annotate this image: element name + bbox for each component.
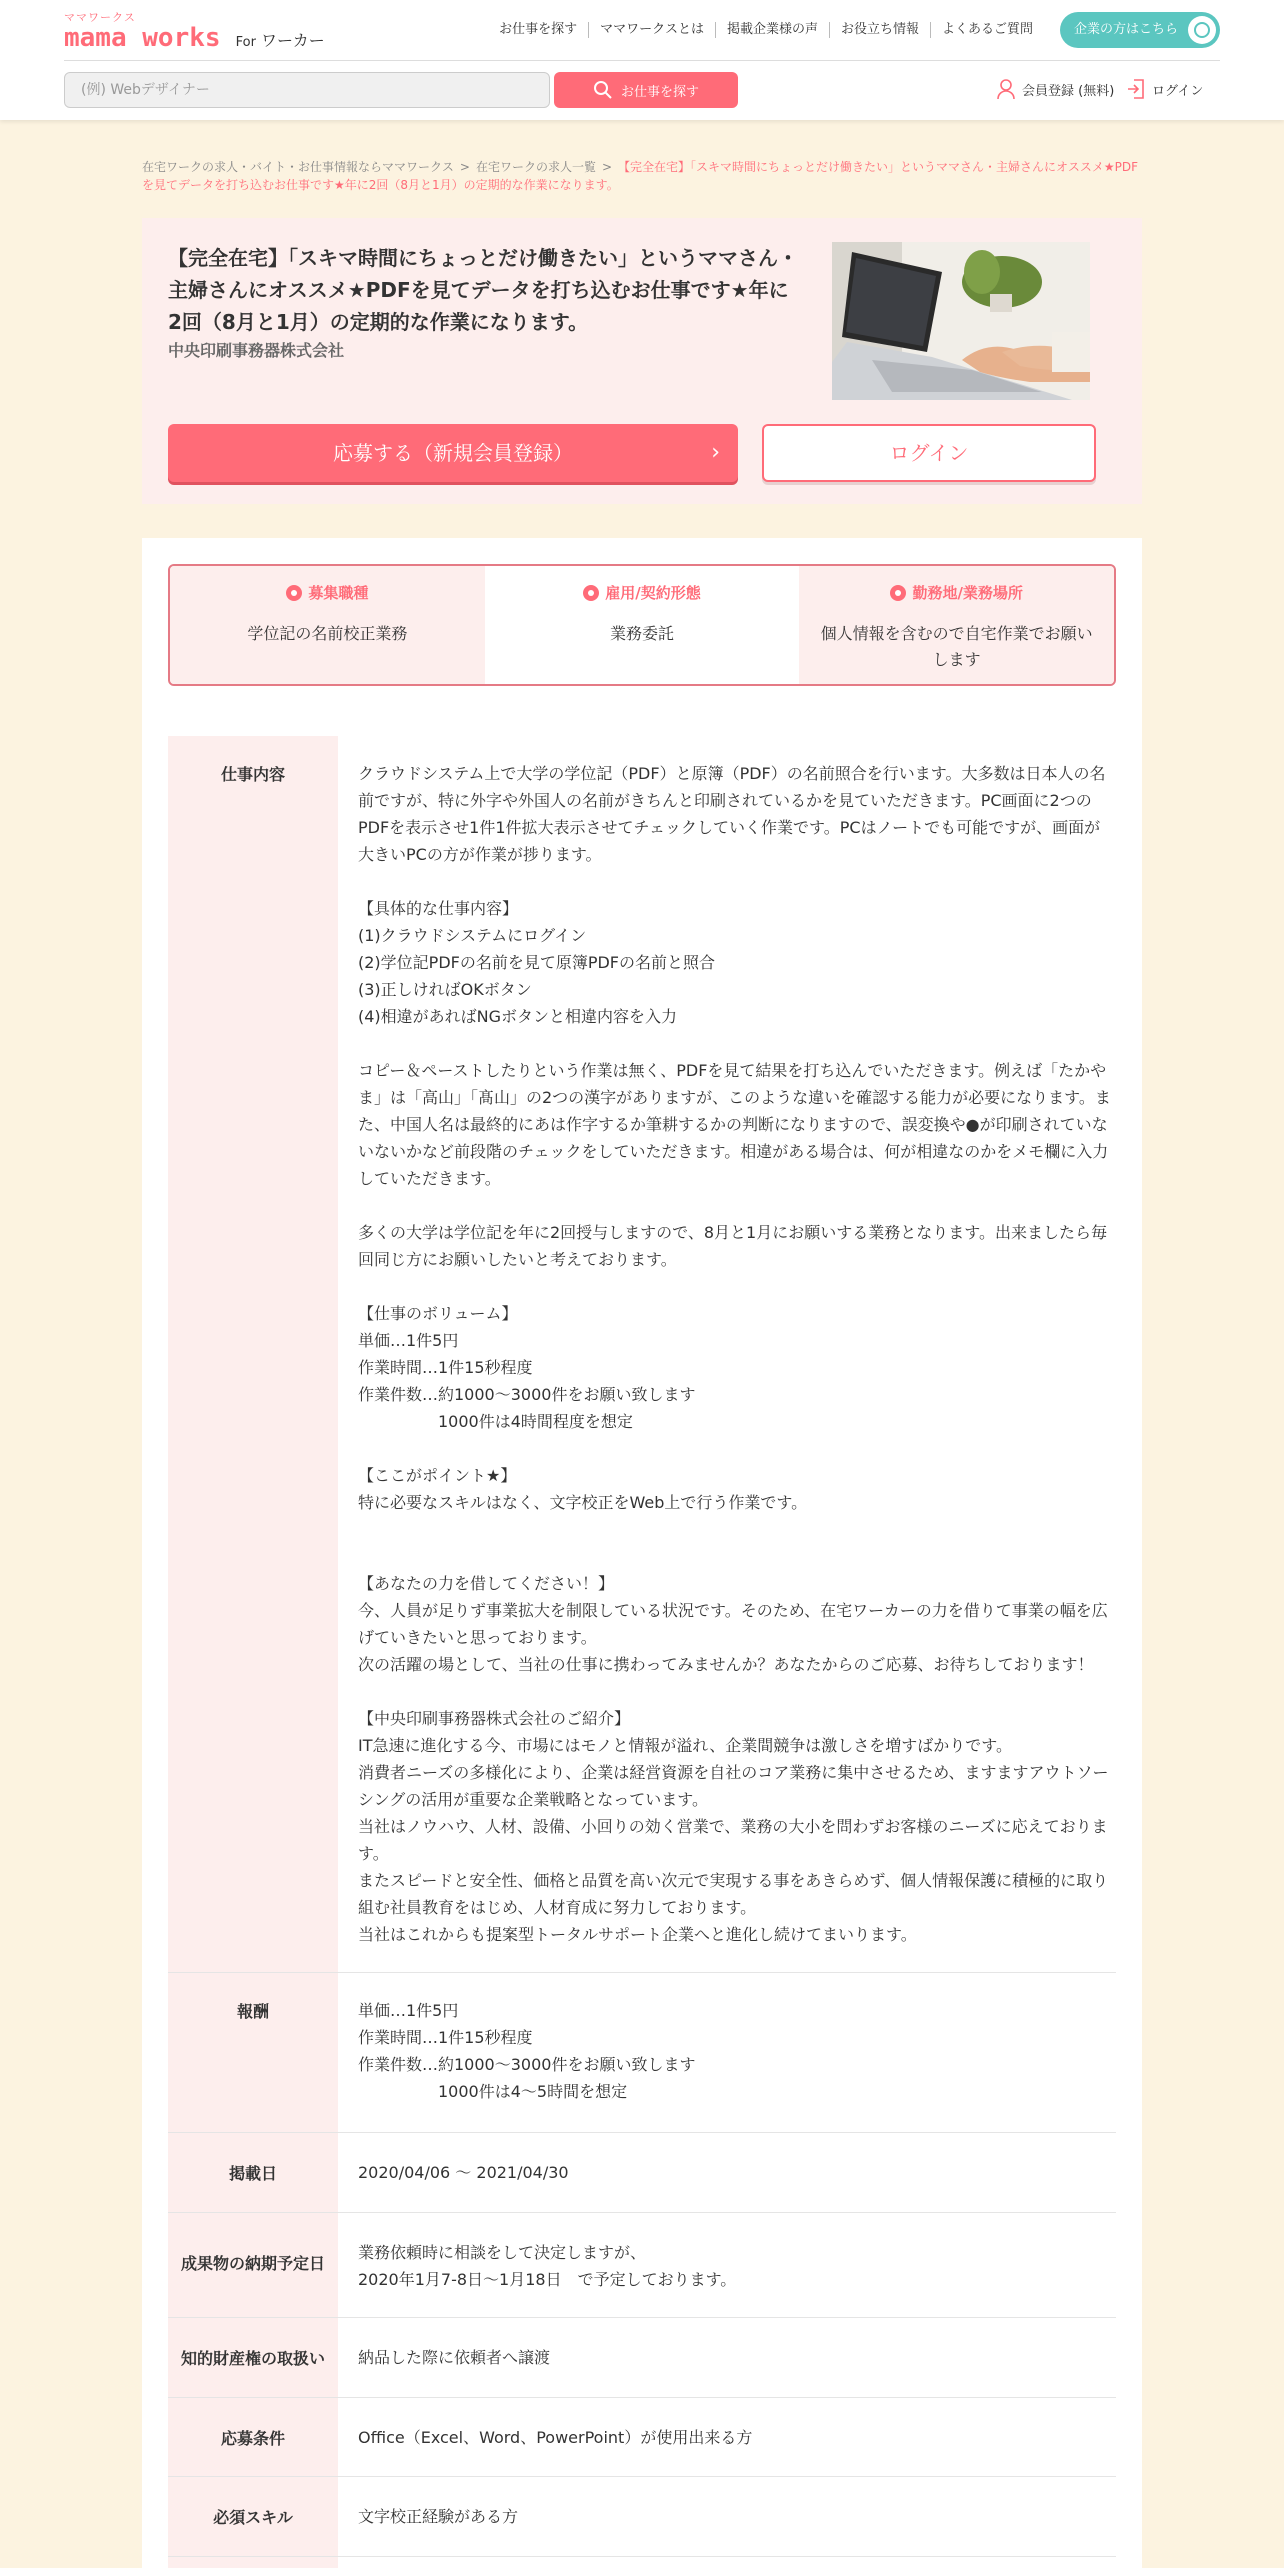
header-login-link[interactable] xyxy=(1126,78,1203,100)
detail-label: 成果物の納期予定日 xyxy=(168,2213,338,2317)
detail-row-description xyxy=(168,736,1116,1973)
job-summary xyxy=(168,564,1116,686)
site-logo[interactable] xyxy=(64,12,325,52)
logo-for: For xyxy=(235,35,256,50)
nav-faq[interactable]: よくあるご質問 xyxy=(930,22,1044,38)
search-button[interactable] xyxy=(554,72,738,108)
summary-value: 業務委託 xyxy=(610,624,675,643)
logo-worker: ワーカー xyxy=(261,31,325,50)
apply-button-label: 応募する（新規会員登録） xyxy=(333,441,573,465)
nav-useful-info[interactable]: お役立ち情報 xyxy=(829,22,930,38)
corporate-button[interactable] xyxy=(1060,12,1220,48)
detail-label: 必須スキル xyxy=(168,2477,338,2556)
job-detail-panel xyxy=(142,538,1142,2568)
detail-row-posting-date xyxy=(168,2133,1116,2213)
detail-label: 知的財産権の取扱い xyxy=(168,2318,338,2397)
user-icon xyxy=(996,78,1016,100)
breadcrumb-current: 【完全在宅】「スキマ時間にちょっとだけ働きたい」というママさん・主婦さんにオススメ★PDFを見てデータを打ち込むお仕事です★年に2回（8月と1月）の定期的な作業になります。 xyxy=(142,160,1139,192)
apply-button[interactable] xyxy=(168,424,738,482)
detail-row-requirements xyxy=(168,2398,1116,2477)
detail-value: 単価…1件5円 作業時間…1件15秒程度 作業件数…約1000～3000件をお願い致します 1000件は4～5時間を想定 xyxy=(358,2001,696,2101)
summary-job-type xyxy=(170,566,485,684)
detail-value: 業務依頼時に相談をして決定しますが、 2020年1月7-8日～1月18日 で予定しております。 xyxy=(358,2243,737,2289)
login-button[interactable]: ログイン xyxy=(762,424,1096,482)
detail-label: 掲載日 xyxy=(168,2133,338,2212)
detail-row-compensation xyxy=(168,1973,1116,2133)
job-type-icon xyxy=(286,585,302,601)
detail-value: 2020/04/06 〜 2021/04/30 xyxy=(358,2163,569,2182)
company-name[interactable]: 中央印刷事務器株式会社 xyxy=(168,341,345,360)
breadcrumb-job-list[interactable]: 在宅ワークの求人一覧 xyxy=(475,160,596,174)
summary-label: 雇用/契約形態 xyxy=(605,584,701,602)
breadcrumb-separator: > xyxy=(459,160,470,174)
detail-row-deadline xyxy=(168,2213,1116,2318)
logo-kana: ママワークス xyxy=(64,11,136,24)
corporate-button-label: 企業の方はこちら xyxy=(1074,22,1179,37)
breadcrumb xyxy=(142,158,1142,194)
nav-testimonials[interactable]: 掲載企業様の声 xyxy=(715,22,829,38)
top-nav xyxy=(488,22,1044,38)
laptop-typing-image xyxy=(832,242,1090,400)
breadcrumb-home[interactable]: 在宅ワークの求人・バイト・お仕事情報ならママワークス xyxy=(142,160,454,174)
search-button-label: お仕事を探す xyxy=(620,84,699,100)
job-header-card xyxy=(142,218,1142,504)
detail-label xyxy=(168,2557,338,2568)
logo-wordmark: mama works xyxy=(64,23,221,53)
summary-value: 個人情報を含むので自宅作業でお願いします xyxy=(820,624,1093,669)
detail-row-next xyxy=(168,2557,1116,2568)
detail-value: 文字校正経験がある方 xyxy=(358,2507,519,2526)
detail-row-required-skills xyxy=(168,2477,1116,2557)
search-input[interactable] xyxy=(64,72,550,108)
detail-value: Office（Excel、Word、PowerPoint）が使用出来る方 xyxy=(358,2428,753,2447)
job-detail-table xyxy=(168,736,1116,2568)
detail-label: 報酬 xyxy=(168,1973,338,2132)
circle-arrow-icon xyxy=(1188,16,1216,44)
header-divider xyxy=(64,60,1220,61)
detail-value: 納品した際に依頼者へ譲渡 xyxy=(358,2348,551,2367)
summary-label: 募集職種 xyxy=(308,584,369,602)
chevron-right-icon: › xyxy=(711,440,720,465)
detail-label: 仕事内容 xyxy=(168,736,338,1972)
detail-row-ip-rights xyxy=(168,2318,1116,2398)
job-title: 【完全在宅】「スキマ時間にちょっとだけ働きたい」というママさん・主婦さんにオススメ★PDFを見てデータを打ち込むお仕事です★年に2回（8月と1月）の定期的な作業になります。 xyxy=(168,246,798,334)
summary-label: 勤務地/業務場所 xyxy=(912,584,1023,602)
summary-contract-type xyxy=(485,566,800,684)
nav-about[interactable]: ママワークスとは xyxy=(588,22,715,38)
detail-value: クラウドシステム上で大学の学位記（PDF）と原簿（PDF）の名前照合を行います。大多数は日本人の名前ですが、特に外字や外国人の名前がきちんと印刷されているかを見ていただきます。PC画面に2つのPDFを表示させ1件1件拡大表示させてチェックしていく作業です。PCはノートでも可能ですが、画面が大きいPCの方が作業が捗ります。 【具体的な仕事内容】 (1)クラウドシステムにログイン (2)学位記PDFの名前を見て原簿PDFの名前と照合 (3)正しければOKボタン (4)相違があればNGボタンと相違内容を入力 コピー＆ペーストしたりという作業は無く、PDFを見て結果を打ち込んでいただきます。例えば「たかやま」は「高山」「髙山」の2つの漢字がありますが、このような違いを確認する能力が必要になります。また、中国人名は最終的にあは作字するか筆耕するかの判断になりますので、誤変換や●が印刷されていないないかなど前段階のチェックをしていただきます。相違がある場合は、何が相違なのかをメモ欄に入力していただきます。 多くの大学は学位記を年に2回授与しますので、8月と1月にお願いする業務となります。出来ましたら毎回同じ方にお願いしたいと考えております。 【仕事のボリューム】 単価…1件5円 作業時間…1件15秒程度 作業件数…約1000～3000件をお願い致します 1000件は4時間程度を想定 【ここがポイント★】 特に必要なスキルはなく、文字校正をWeb上で行う作業です。 【あなたの力を借してください！】 今、人員が足りず事業拡大を制限している状況です。そのため、在宅ワーカーの力を借りて事業の幅を広げていきたいと思っております。 次の活躍の場として、当社の仕事に携わってみませんか？あなたからのご応募、お待ちしております！ 【中央印刷事務器株式会社のご紹介】 IT急速に進化する今、市場にはモノと情報が溢れ、企業間競争は激しさを増すばかりです。 消費者ニーズの多様化により、企業は経営資源を自社のコア業務に集中させるため、ますますアウトソーシングの活用が重要な企業戦略となっています。 当社はノウハウ、人材、設備、小回りの効く営業で、業務の大小を問わずお客様のニーズに応えております。 またスピードと安全性、価格と品質を高い次元で実現する事をあきらめず、個人情報保護に積極的に取り組む社員教育をはじめ、人材育成に努力しております。 当社はこれからも提案型トータルサポート企業へと進化し続けてまいります。 xyxy=(358,764,1111,1944)
register-label: 会員登録 (無料) xyxy=(1022,83,1115,99)
nav-find-jobs[interactable]: お仕事を探す xyxy=(499,22,578,37)
detail-value xyxy=(338,2557,1116,2568)
header-login-label: ログイン xyxy=(1152,83,1204,99)
job-photo xyxy=(832,242,1090,400)
person-icon xyxy=(583,585,599,601)
location-pin-icon xyxy=(890,585,906,601)
site-header xyxy=(0,0,1284,120)
login-icon xyxy=(1126,78,1146,100)
summary-value: 学位記の名前校正業務 xyxy=(247,624,408,643)
summary-location xyxy=(799,566,1114,684)
register-link[interactable] xyxy=(996,78,1114,100)
breadcrumb-separator: > xyxy=(601,160,613,174)
detail-label: 応募条件 xyxy=(168,2398,338,2476)
search-icon xyxy=(593,80,613,100)
